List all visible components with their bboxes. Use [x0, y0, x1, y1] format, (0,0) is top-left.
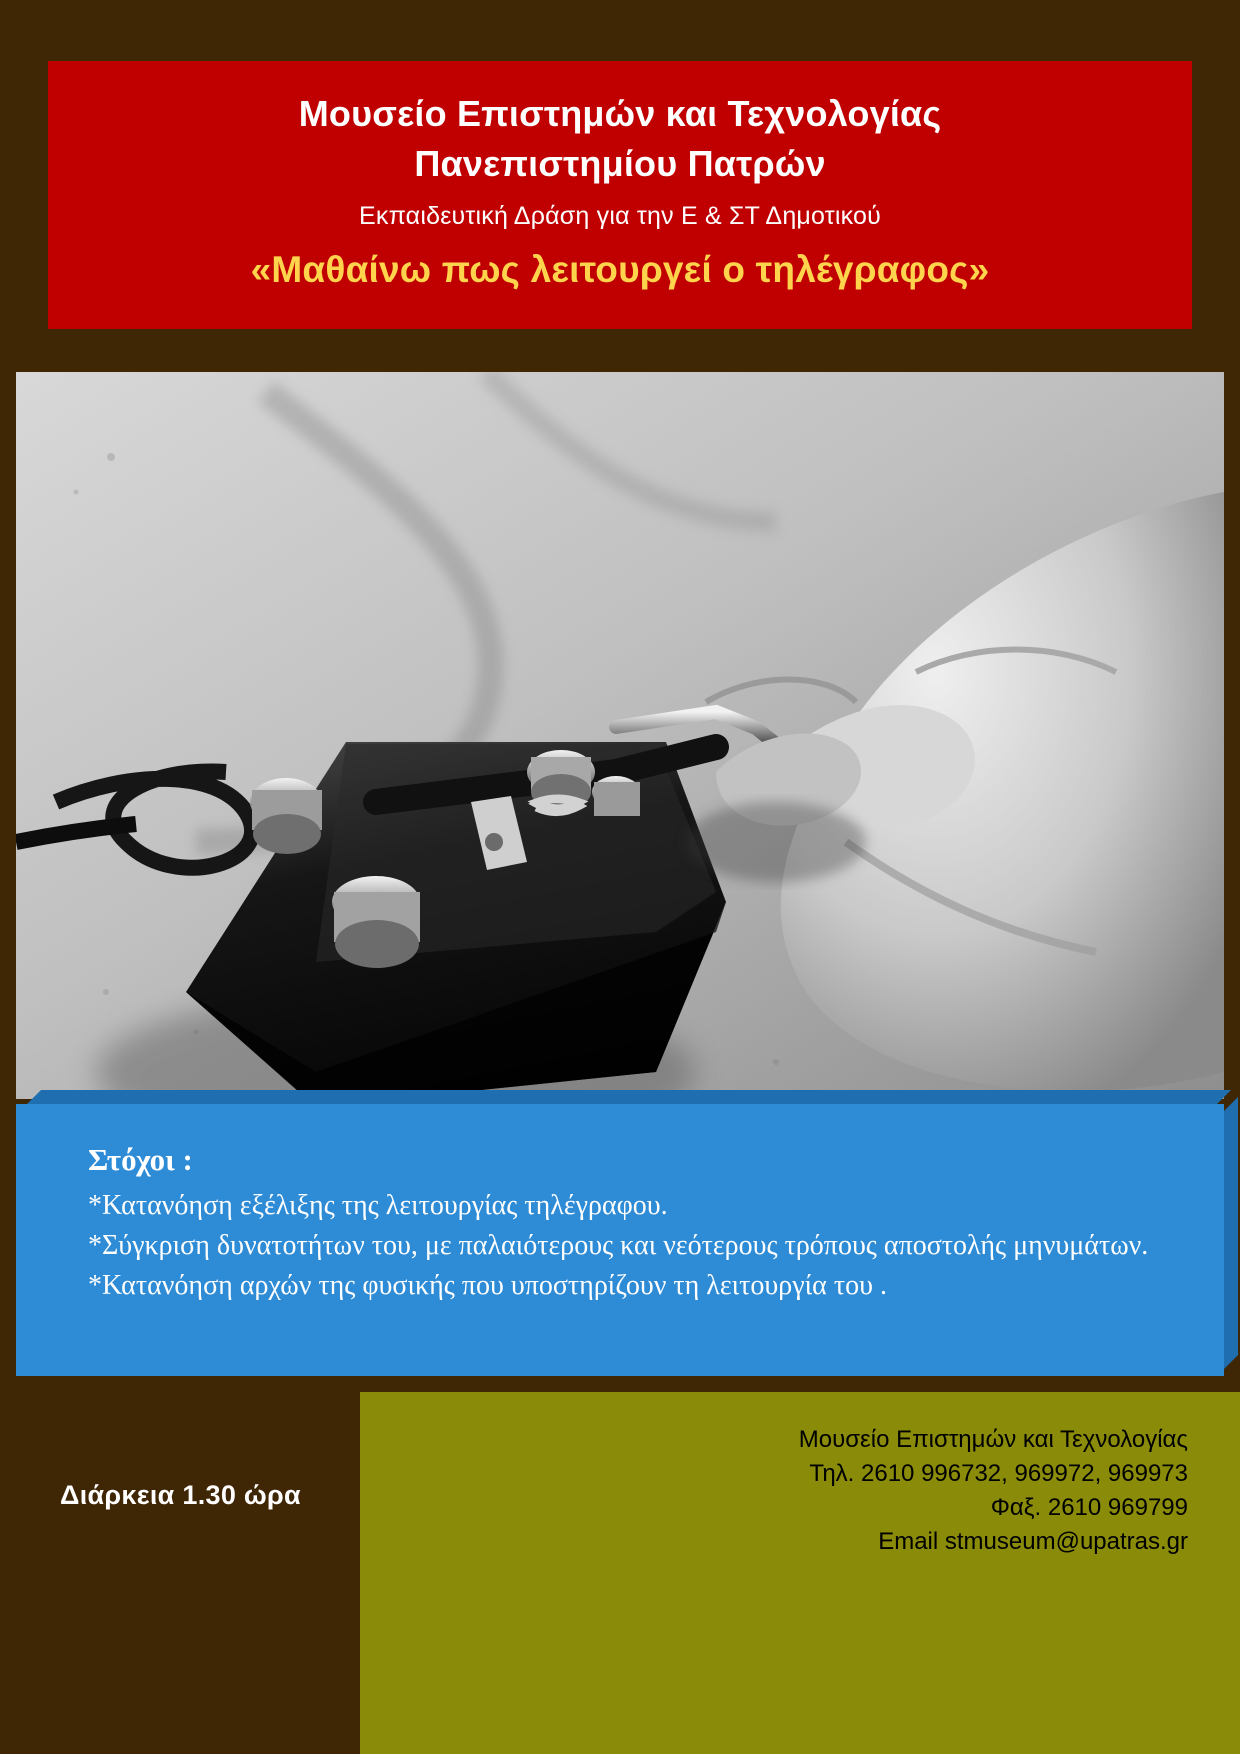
- program-title: «Μαθαίνω πως λειτουργεί ο τηλέγραφος»: [250, 249, 990, 291]
- museum-title-line1: Μουσείο Επιστημών και Τεχνολογίας: [298, 93, 942, 134]
- museum-title-line2: Πανεπιστημίου Πατρών: [414, 142, 826, 184]
- contact-block: [799, 1423, 1188, 1559]
- duration-bar: [0, 1392, 360, 1754]
- objectives-panel: [16, 1104, 1224, 1376]
- contact-museum-name: Μουσείο Επιστημών και Τεχνολογίας: [798, 1426, 1188, 1453]
- telegraph-photo-image: [16, 372, 1224, 1099]
- objectives-title: Στόχοι :: [88, 1142, 193, 1177]
- contact-fax: Φαξ. 2610 969799: [990, 1494, 1188, 1522]
- header-subtitle: Εκπαιδευτική Δράση για την Ε & ΣΤ Δημοτικού: [359, 202, 881, 231]
- objective-item-2: *Σύγκριση δυνατοτήτων του, με παλαιότερους και νεότερους τρόπους αποστολής μηνυμάτων.: [88, 1229, 1149, 1261]
- museum-title: [48, 89, 1192, 188]
- contact-email: Email stmuseum@upatras.gr: [878, 1528, 1188, 1556]
- objective-item-1: *Κατανόηση εξέλιξης της λειτουργίας τηλέγραφου.: [88, 1190, 668, 1221]
- duration-label: Διάρκεια 1.30 ώρα: [60, 1480, 301, 1510]
- header-banner: [48, 61, 1192, 329]
- objective-item-3: *Κατανόηση αρχών της φυσικής που υποστηρίζουν τη λειτουργία του .: [88, 1269, 887, 1301]
- contact-phone: Τηλ. 2610 996732, 969972, 969973: [809, 1460, 1188, 1488]
- telegraph-photo: [16, 372, 1224, 1099]
